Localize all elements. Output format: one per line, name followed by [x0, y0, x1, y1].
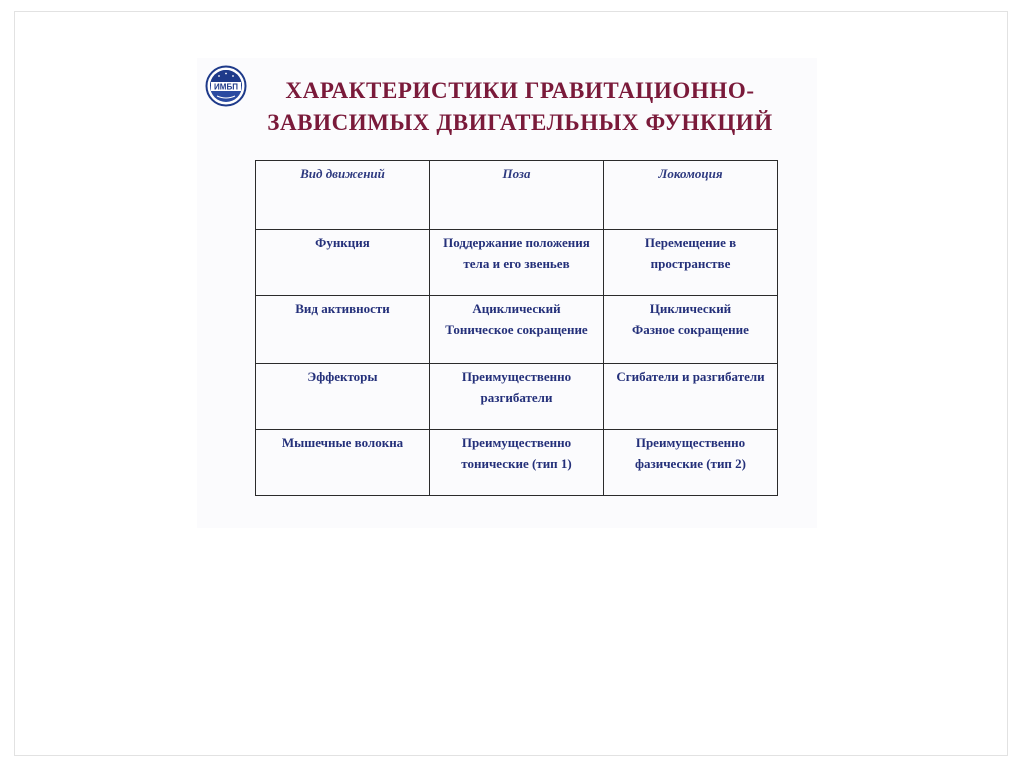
title-line-1: ХАРАКТЕРИСТИКИ ГРАВИТАЦИОННО-	[285, 78, 755, 103]
cell-line: Циклический	[649, 301, 732, 316]
cell-line: Преимущественно	[461, 369, 572, 384]
cell-line: пространстве	[650, 256, 731, 271]
locomotion-cell	[604, 296, 778, 364]
table-row	[256, 296, 778, 364]
table-row	[256, 364, 778, 430]
posture-cell	[430, 296, 604, 364]
locomotion-cell	[604, 364, 778, 430]
row-label: Вид активности	[256, 296, 430, 364]
locomotion-cell	[604, 430, 778, 496]
cell-line: фазические (тип 2)	[634, 456, 746, 471]
locomotion-cell	[604, 230, 778, 296]
row-label: Мышечные волокна	[256, 430, 430, 496]
table-header-row	[256, 161, 778, 230]
posture-cell	[430, 364, 604, 430]
cell-line: Преимущественно	[635, 435, 746, 450]
cell-line: Тоническое сокращение	[445, 322, 588, 337]
title-line-2: ЗАВИСИМЫХ ДВИГАТЕЛЬНЫХ ФУНКЦИЙ	[267, 110, 773, 135]
table-row	[256, 430, 778, 496]
posture-cell	[430, 430, 604, 496]
row-label: Функция	[256, 230, 430, 296]
header-posture: Поза	[430, 161, 604, 230]
cell-line: тонические (тип 1)	[461, 456, 572, 471]
logo-text: ИМБП	[214, 82, 238, 92]
cell-line: Перемещение в	[644, 235, 737, 250]
cell-line: разгибатели	[480, 390, 553, 405]
cell-line: тела и его звеньев	[463, 256, 570, 271]
cell-line: Преимущественно	[461, 435, 572, 450]
cell-line: Фазное сокращение	[632, 322, 749, 337]
row-label: Эффекторы	[256, 364, 430, 430]
cell-line: Ациклический	[472, 301, 561, 316]
posture-cell	[430, 230, 604, 296]
header-movement-type: Вид движений	[256, 161, 430, 230]
cell-line: Поддержание положения	[443, 235, 590, 250]
slide-title	[240, 75, 800, 139]
cell-line: Сгибатели и разгибатели	[616, 369, 765, 384]
characteristics-table	[255, 160, 778, 496]
header-locomotion: Локомоция	[604, 161, 778, 230]
table-row	[256, 230, 778, 296]
